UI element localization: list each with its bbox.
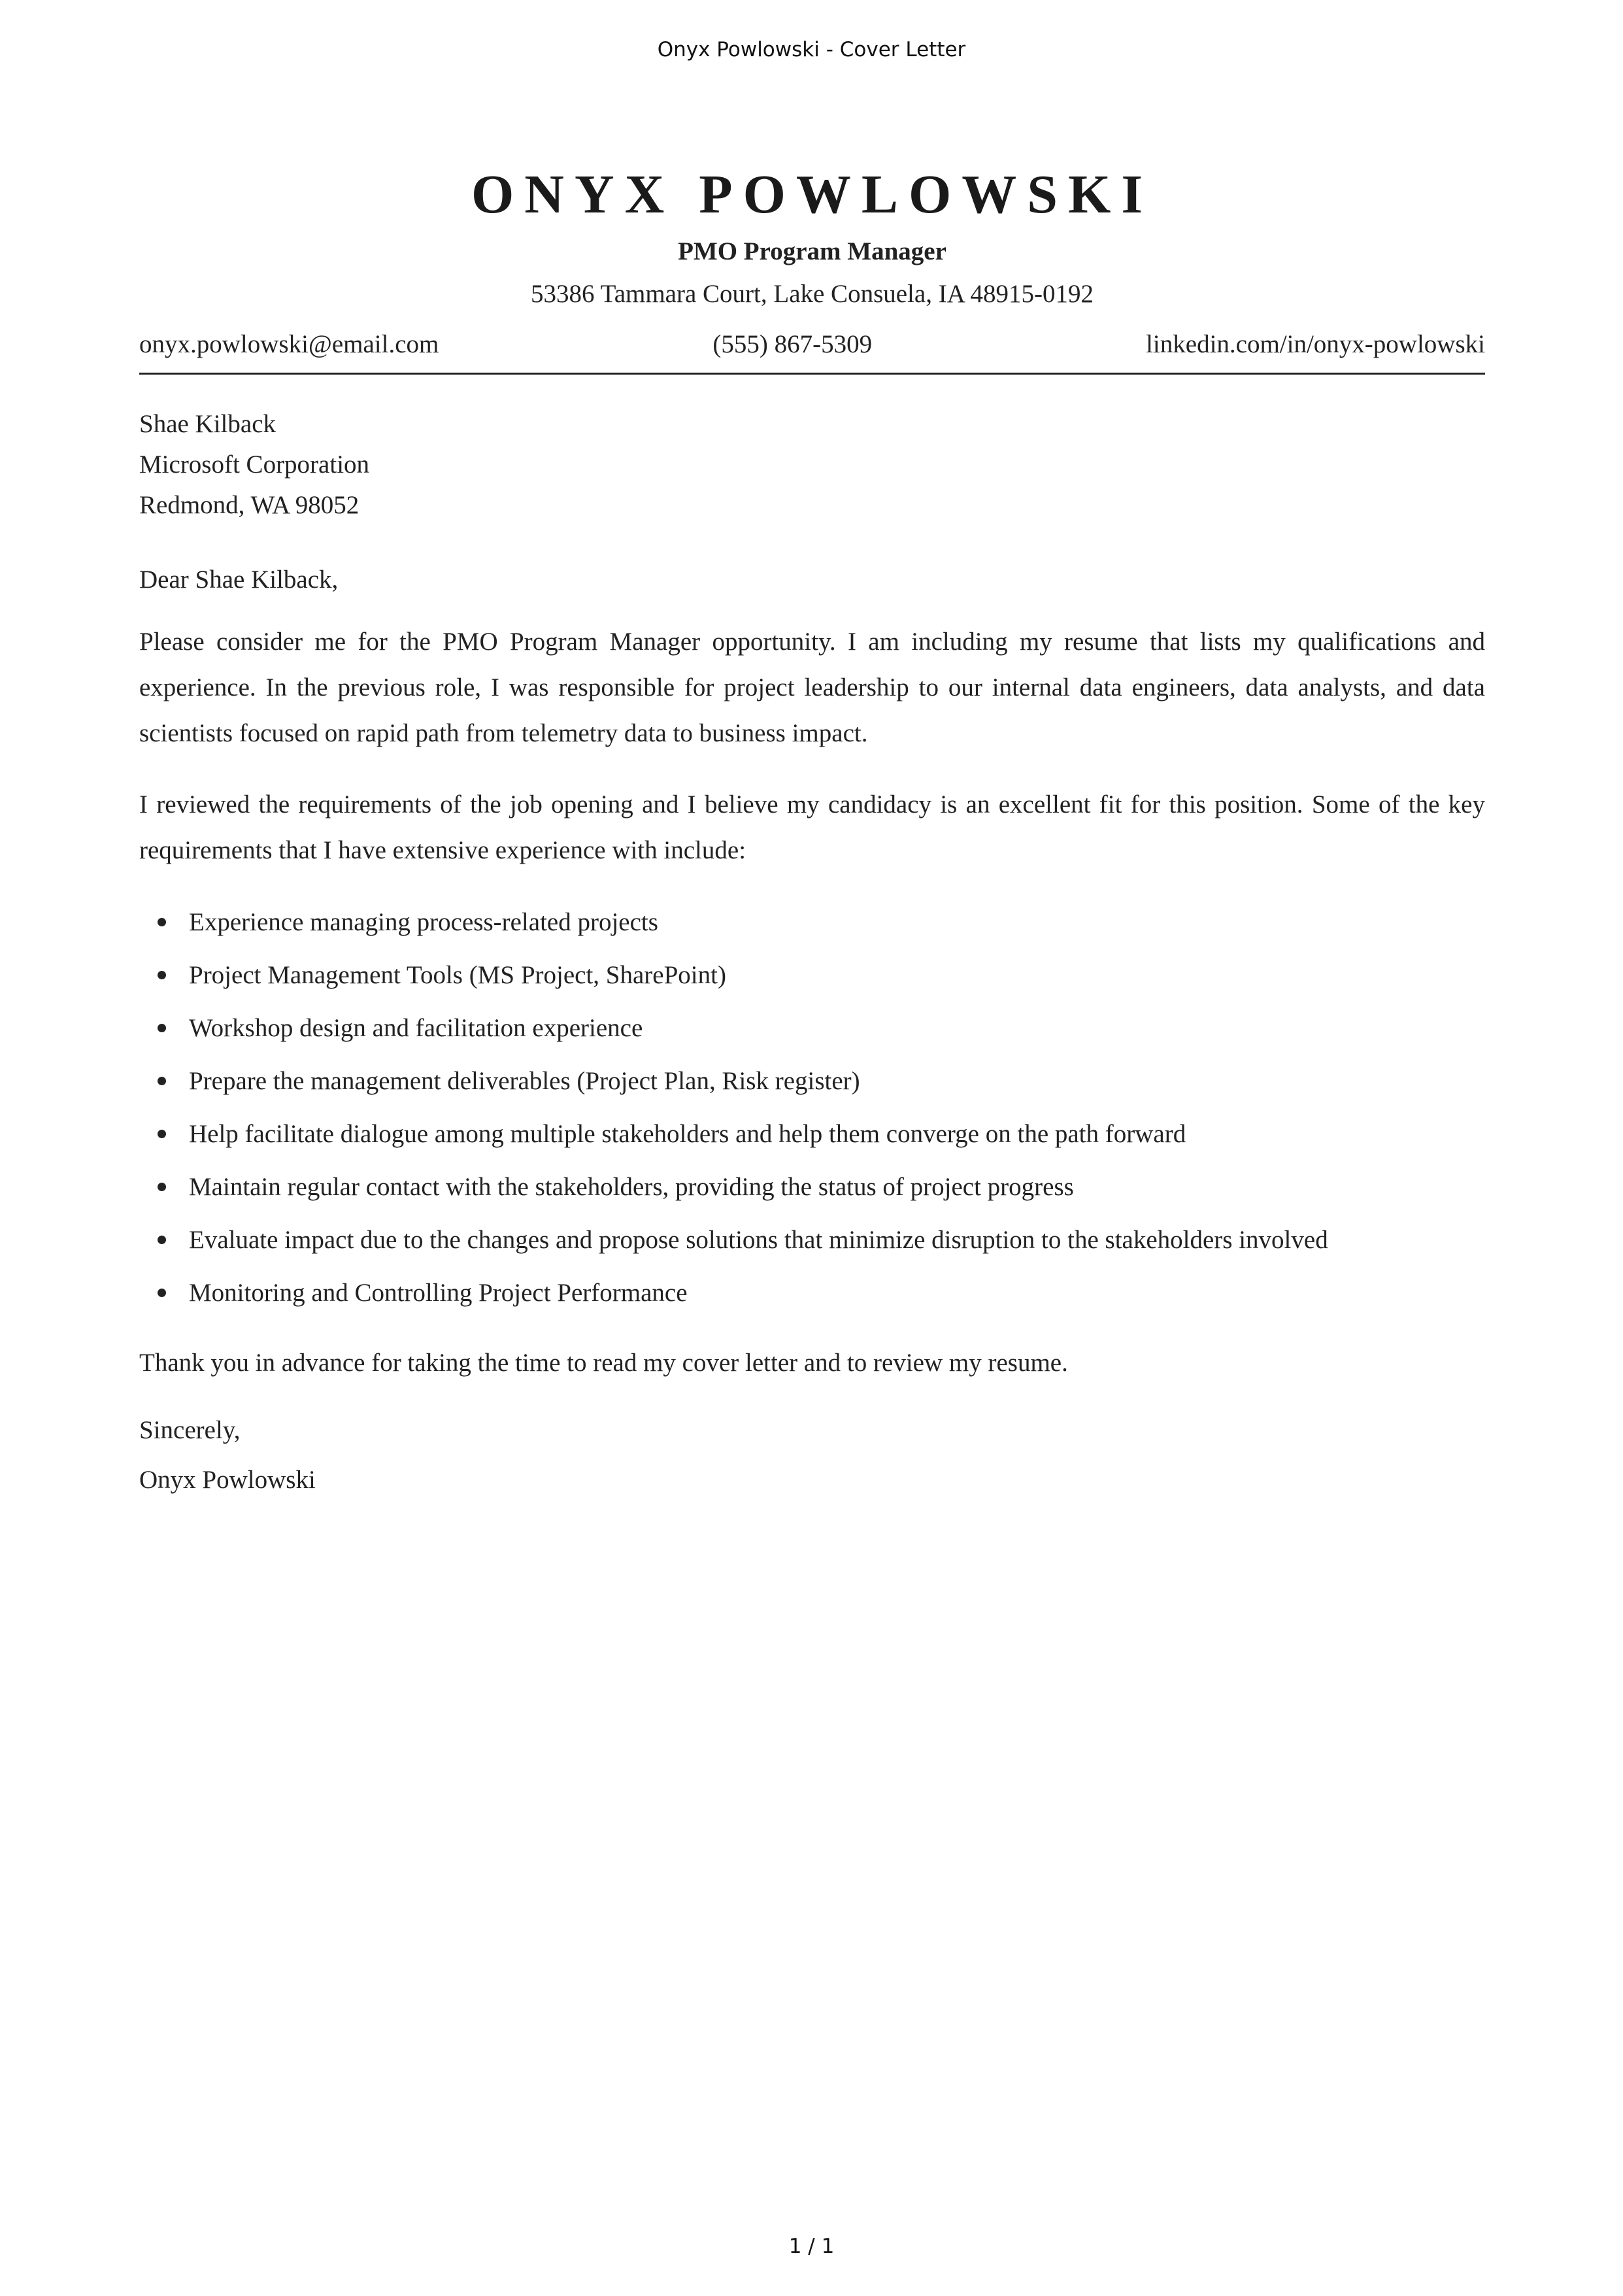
bullet-icon [158, 1183, 166, 1191]
applicant-linkedin: linkedin.com/in/onyx-powlowski [1146, 330, 1485, 358]
contact-row [139, 328, 1485, 375]
list-item-text: Help facilitate dialogue among multiple stakeholders and help them converge on the path forward [189, 1120, 1186, 1148]
list-item-text: Experience managing process-related projects [189, 908, 658, 936]
applicant-email: onyx.powlowski@email.com [139, 330, 439, 358]
requirements-list [139, 896, 1485, 1319]
list-item [139, 1107, 1485, 1160]
list-item-text: Monitoring and Controlling Project Performance [189, 1279, 688, 1307]
list-item-text: Prepare the management deliverables (Project Plan, Risk register) [189, 1067, 860, 1095]
applicant-job-title: PMO Program Manager [678, 237, 946, 265]
bullet-icon [158, 918, 166, 926]
list-item [139, 1055, 1485, 1107]
salutation: Dear Shae Kilback, [139, 566, 339, 594]
page-indicator: 1 / 1 [788, 2235, 835, 2258]
closing-sentence: Thank you in advance for taking the time to read my cover letter and to review my resume. [139, 1349, 1068, 1377]
list-item [139, 949, 1485, 1002]
applicant-phone: (555) 867-5309 [712, 330, 873, 358]
list-item-text: Evaluate impact due to the changes and propose solutions that minimize disruption to the stakeholders involved [189, 1226, 1328, 1254]
list-item [139, 1213, 1485, 1266]
signature-name: Onyx Powlowski [139, 1466, 316, 1494]
list-item [139, 1002, 1485, 1055]
recipient-company: Microsoft Corporation [139, 450, 370, 479]
body-paragraph-2: I reviewed the requirements of the job opening and I believe my candidacy is an excellent fit for this position. Some of the key requirements that I have extensive experience with include: [139, 790, 1485, 864]
applicant-name: ONYX POWLOWSKI [471, 164, 1154, 225]
recipient-name: Shae Kilback [139, 410, 276, 438]
recipient-block [139, 404, 369, 526]
bullet-icon [158, 1236, 166, 1244]
list-item-text: Workshop design and facilitation experience [189, 1014, 643, 1042]
list-item-text: Project Management Tools (MS Project, SharePoint) [189, 961, 726, 989]
signoff-block [139, 1406, 316, 1505]
bullet-icon [158, 1077, 166, 1085]
bullet-icon [158, 1024, 166, 1032]
list-item [139, 1266, 1485, 1319]
bullet-icon [158, 1130, 166, 1138]
list-item-text: Maintain regular contact with the stakeholders, providing the status of project progress [189, 1173, 1074, 1201]
body-paragraph-1: Please consider me for the PMO Program Manager opportunity. I am including my resume that lists my qualifications and experience. In the previous role, I was responsible for project leadership to our internal data engineers, data analysts, and data scientists focused on rapid path from telemetry data to business impact. [139, 628, 1485, 747]
applicant-address: 53386 Tammara Court, Lake Consuela, IA 48915-0192 [531, 280, 1094, 308]
document-header-title: Onyx Powlowski - Cover Letter [657, 38, 966, 61]
list-item [139, 1160, 1485, 1213]
list-item [139, 896, 1485, 949]
recipient-location: Redmond, WA 98052 [139, 491, 360, 519]
bullet-icon [158, 971, 166, 979]
bullet-icon [158, 1289, 166, 1297]
signoff: Sincerely, [139, 1416, 241, 1444]
